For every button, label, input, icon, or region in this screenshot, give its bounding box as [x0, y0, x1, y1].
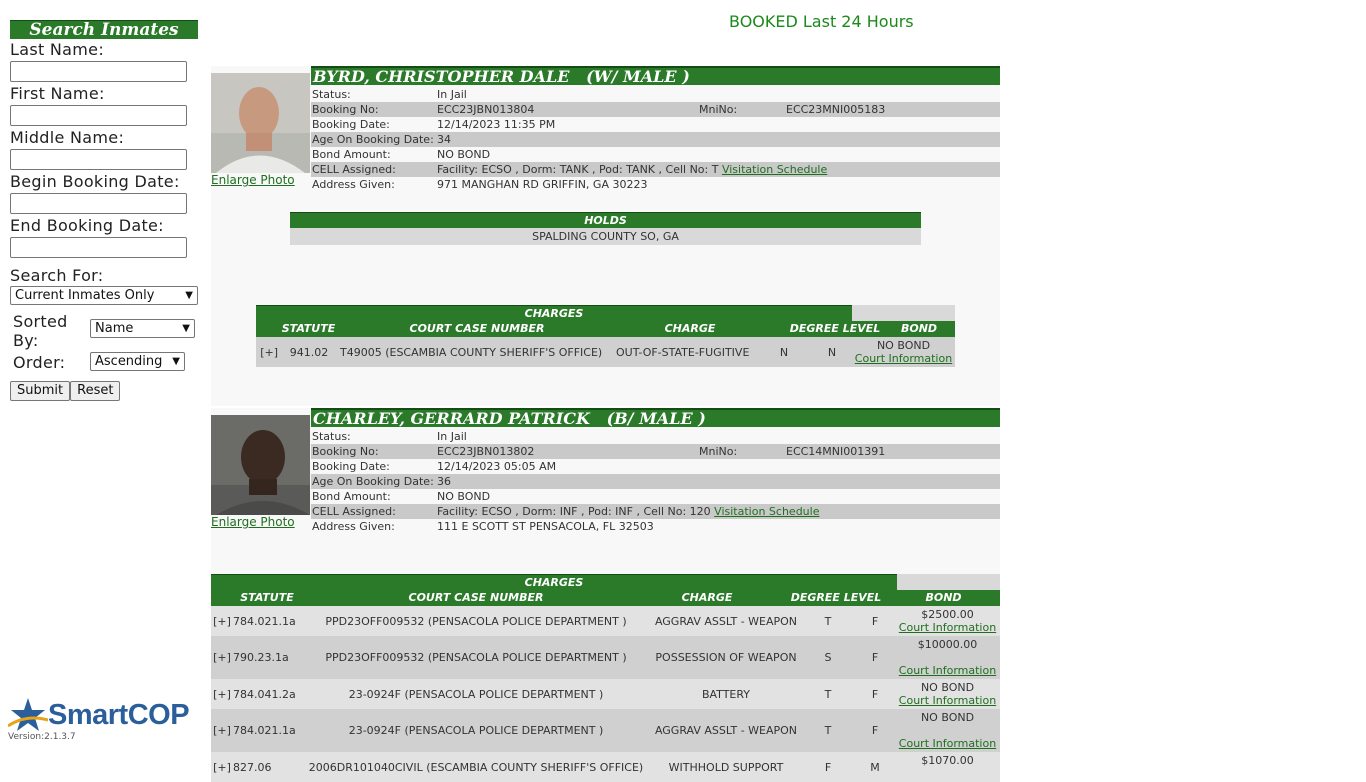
cell-value: Facility: ECSO , Dorm: TANK , Pod: TANK , Cell No: T [437, 163, 719, 176]
charge-header: CHARGE [681, 591, 733, 604]
bond-cell: NO BOND [920, 711, 975, 724]
begin-date-label: Begin Booking Date: [10, 172, 180, 191]
smartcop-logo [8, 696, 189, 742]
order-label: Order: [13, 353, 66, 372]
inmate-info-table [311, 87, 1000, 192]
degree-cell: T [824, 724, 832, 737]
booking-no-label: Booking No: [312, 103, 379, 116]
court-case-header: COURT CASE NUMBER [409, 322, 545, 335]
bond-cell: $2500.00 [921, 608, 974, 621]
booking-date-label: Booking Date: [312, 118, 390, 131]
table-row [211, 636, 1000, 679]
court-information-link[interactable]: Court Information [898, 694, 997, 707]
table-row [211, 679, 1000, 709]
charges-header: CHARGES [256, 305, 852, 321]
chevron-down-icon: ▼ [182, 323, 190, 334]
level-cell: F [871, 687, 879, 701]
court-information-link[interactable]: Court Information [854, 352, 953, 365]
cell-label: CELL Assigned: [312, 163, 396, 176]
court-case-cell: 23-0924F (PENSACOLA POLICE DEPARTMENT ) [348, 687, 604, 701]
status-label: Status: [312, 88, 351, 101]
age-label: Age On Booking Date: [312, 475, 434, 488]
age-value: 36 [437, 475, 451, 488]
court-case-cell: 2006DR101040CIVIL (ESCAMBIA COUNTY SHERIFF'S OFFICE) [308, 761, 644, 774]
last-name-input[interactable] [10, 61, 187, 82]
charge-cell: WITHHOLD SUPPORT [668, 761, 784, 774]
mni-no-value: ECC14MNI001391 [786, 445, 886, 458]
court-case-cell: 23-0924F (PENSACOLA POLICE DEPARTMENT ) [348, 724, 604, 737]
address-label: Address Given: [312, 178, 395, 191]
search-for-label: Search For: [10, 266, 104, 285]
sorted-by-value: Name [95, 321, 134, 336]
bond-amount-label: Bond Amount: [312, 148, 391, 161]
first-name-label: First Name: [10, 84, 105, 103]
inmate-record [211, 66, 1000, 406]
bond-amount-value: NO BOND [437, 490, 491, 503]
court-case-cell: PPD23OFF009532 (PENSACOLA POLICE DEPARTMENT ) [325, 651, 627, 664]
middle-name-label: Middle Name: [10, 128, 125, 147]
address-label: Address Given: [312, 520, 395, 533]
inmate-photo[interactable] [211, 73, 310, 173]
last-name-label: Last Name: [10, 40, 105, 59]
booking-date-value: 12/14/2023 11:35 PM [437, 118, 556, 131]
booking-no-value: ECC23JBN013804 [437, 103, 535, 116]
cell-value: Facility: ECSO , Dorm: INF , Pod: INF , Cell No: 120 [437, 505, 711, 518]
level-cell: F [871, 614, 879, 628]
charges-table [256, 305, 955, 367]
order-select[interactable] [90, 352, 185, 371]
mni-no-value: ECC23MNI005183 [786, 103, 886, 116]
address-value: 111 E SCOTT ST PENSACOLA, FL 32503 [437, 520, 654, 533]
bond-cell: NO BOND [876, 339, 931, 352]
charge-cell: POSSESSION OF WEAPON [655, 651, 797, 664]
court-case-cell: T49005 (ESCAMBIA COUNTY SHERIFF'S OFFICE) [340, 345, 603, 359]
star-swoosh-icon [8, 696, 48, 734]
status-value: In Jail [437, 430, 467, 443]
charge-cell: AGGRAV ASSLT - WEAPON [654, 724, 798, 737]
court-case-cell: PPD23OFF009532 (PENSACOLA POLICE DEPARTMENT ) [325, 614, 627, 628]
booking-no-value: ECC23JBN013802 [437, 445, 535, 458]
version-text: Version:2.1.3.7 [8, 732, 76, 742]
degree-cell: N [779, 345, 789, 359]
middle-name-input[interactable] [10, 149, 187, 170]
begin-date-input[interactable] [10, 193, 187, 214]
address-value: 971 MANGHAN RD GRIFFIN, GA 30223 [437, 178, 648, 191]
search-panel-title: Search Inmates [10, 20, 198, 39]
expand-toggle[interactable]: [+] [213, 761, 231, 774]
age-value: 34 [437, 133, 451, 146]
degree-cell: T [824, 687, 832, 701]
sorted-by-select[interactable] [90, 319, 195, 338]
booking-date-value: 12/14/2023 05:05 AM [437, 460, 557, 473]
expand-toggle[interactable]: [+] [213, 724, 231, 737]
inmate-name: CHARLEY, GERRARD PATRICK (B/ MALE ) [311, 408, 1000, 427]
logo-text-cop: COP [127, 698, 190, 731]
expand-toggle[interactable]: [+] [260, 345, 278, 359]
inmate-name: BYRD, CHRISTOPHER DALE (W/ MALE ) [311, 66, 1000, 85]
inmate-photo[interactable] [211, 415, 310, 515]
bond-amount-label: Bond Amount: [312, 490, 391, 503]
charge-cell: OUT-OF-STATE-FUGITIVE [616, 345, 750, 359]
level-cell: F [871, 651, 879, 664]
bond-amount-value: NO BOND [437, 148, 491, 161]
enlarge-photo-link[interactable]: Enlarge Photo [211, 173, 295, 187]
table-row [256, 337, 955, 367]
visitation-schedule-link[interactable]: Visitation Schedule [714, 505, 820, 518]
order-value: Ascending [95, 354, 163, 369]
enlarge-photo-link[interactable]: Enlarge Photo [211, 515, 295, 529]
holds-header: HOLDS [290, 212, 921, 228]
submit-button[interactable]: Submit [10, 381, 70, 401]
expand-toggle[interactable]: [+] [213, 687, 231, 701]
first-name-input[interactable] [10, 105, 187, 126]
bond-header: BOND [900, 322, 938, 335]
charges-header: CHARGES [211, 574, 897, 590]
statute-cell: 784.041.2a [233, 687, 296, 701]
charge-header: CHARGE [664, 322, 716, 335]
hold-item: SPALDING COUNTY SO, GA [290, 228, 921, 245]
search-for-select[interactable] [10, 286, 198, 305]
mni-no-label: MniNo: [699, 103, 738, 116]
booking-date-label: Booking Date: [312, 460, 390, 473]
degree-cell: S [824, 651, 832, 664]
expand-toggle[interactable]: [+] [213, 614, 231, 628]
statute-cell: 941.02 [289, 345, 329, 359]
statute-cell: 790.23.1a [233, 651, 289, 664]
degree-cell: T [824, 614, 832, 628]
table-row [211, 752, 1000, 782]
visitation-schedule-link[interactable]: Visitation Schedule [721, 163, 828, 176]
bond-header: BOND [925, 591, 962, 604]
sorted-by-label: Sorted By: [13, 312, 68, 350]
statute-header: STATUTE [281, 322, 336, 335]
degree-cell: F [824, 761, 832, 774]
statute-header: STATUTE [240, 591, 294, 604]
court-case-header: COURT CASE NUMBER [408, 591, 544, 604]
mni-no-label: MniNo: [699, 445, 738, 458]
degree-level-header: DEGREE LEVEL [789, 322, 881, 335]
logo-text-smart: Smart [48, 698, 128, 731]
statute-cell: 784.021.1a [233, 614, 296, 628]
search-for-value: Current Inmates Only [15, 288, 155, 303]
level-cell: M [870, 761, 880, 774]
booking-no-label: Booking No: [312, 445, 379, 458]
table-row [211, 709, 1000, 752]
page-title: BOOKED Last 24 Hours [729, 12, 914, 31]
status-label: Status: [312, 430, 351, 443]
bond-cell: $1070.00 [921, 754, 974, 767]
holds-table [290, 212, 921, 245]
status-value: In Jail [437, 88, 467, 101]
level-cell: F [871, 724, 879, 737]
court-information-link[interactable]: Court Information [898, 621, 997, 634]
chevron-down-icon: ▼ [185, 290, 193, 301]
charge-cell: AGGRAV ASSLT - WEAPON [654, 614, 798, 628]
bond-cell: $10000.00 [917, 638, 978, 651]
end-date-label: End Booking Date: [10, 216, 164, 235]
inmate-info-table [311, 429, 1000, 534]
inmate-record [211, 408, 1000, 774]
court-information-link[interactable]: Court Information [898, 664, 997, 677]
expand-toggle[interactable]: [+] [213, 651, 231, 664]
search-panel [10, 20, 198, 401]
level-cell: N [827, 345, 837, 359]
chevron-down-icon: ▼ [172, 356, 180, 367]
bond-cell: NO BOND [920, 681, 975, 694]
charges-table [211, 574, 1000, 782]
cell-label: CELL Assigned: [312, 505, 396, 518]
statute-cell: 827.06 [233, 761, 272, 774]
table-row [211, 606, 1000, 636]
court-information-link[interactable]: Court Information [898, 737, 997, 750]
degree-level-header: DEGREE LEVEL [790, 591, 882, 604]
age-label: Age On Booking Date: [312, 133, 434, 146]
statute-cell: 784.021.1a [233, 724, 296, 737]
charge-cell: BATTERY [701, 687, 751, 701]
end-date-input[interactable] [10, 237, 187, 258]
reset-button[interactable]: Reset [70, 381, 120, 401]
